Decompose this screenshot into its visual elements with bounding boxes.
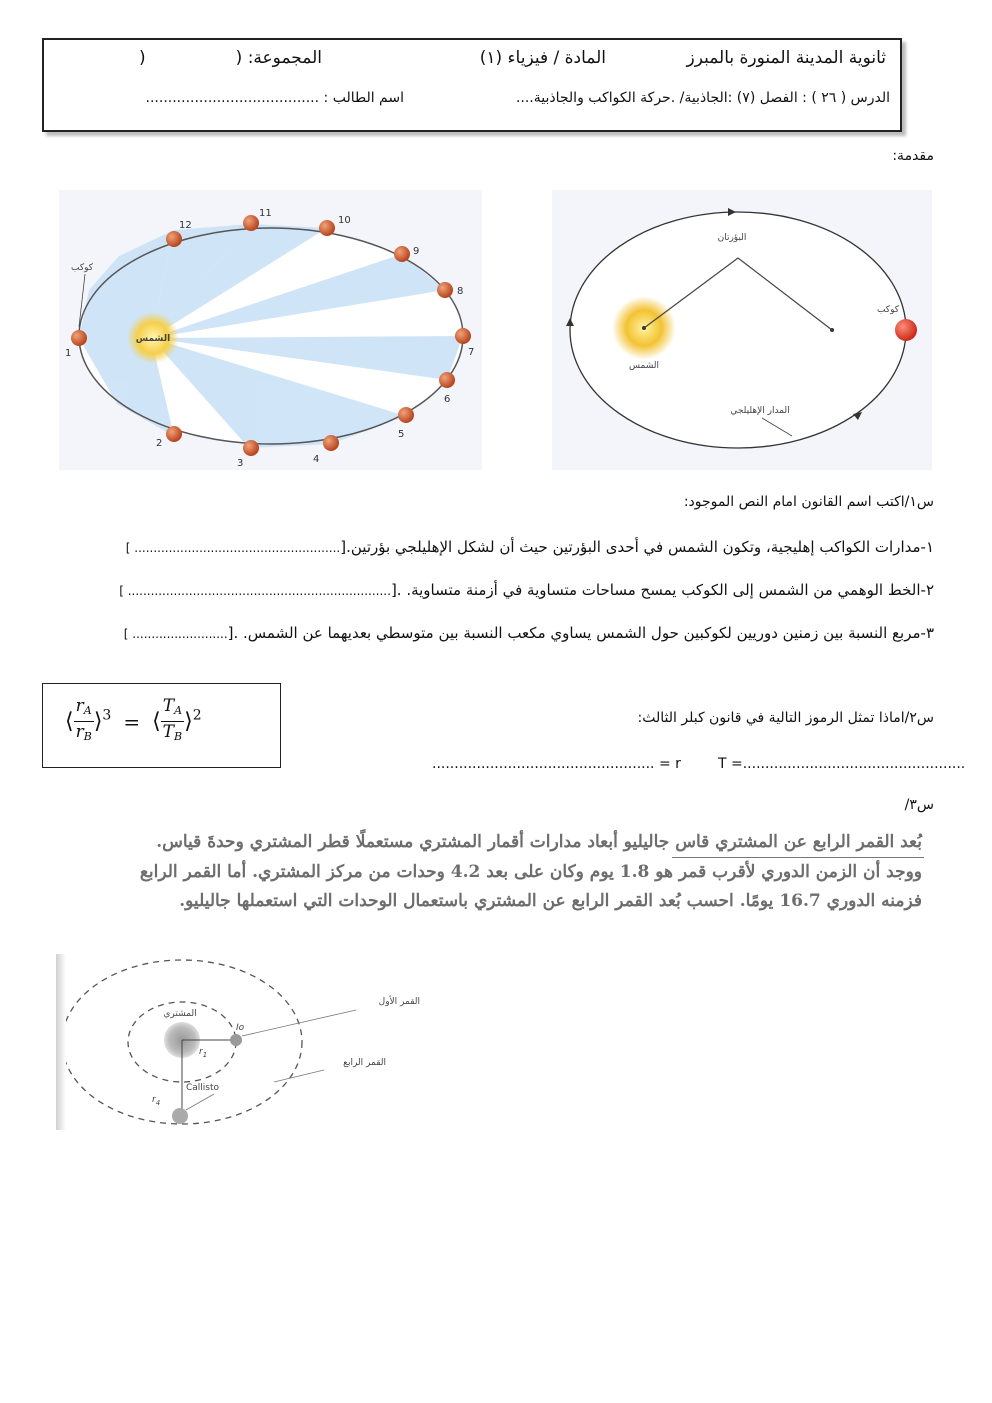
group-label: المجموعة: (: [235, 48, 322, 68]
q1-item-1: [126, 538, 934, 556]
svg-text:3: 3: [237, 458, 244, 469]
planet-position-12: [166, 231, 182, 247]
svg-text:7: 7: [468, 347, 475, 358]
intro-label: مقدمة:: [892, 148, 934, 164]
svg-text:1: 1: [65, 348, 72, 359]
q1-item-3: [124, 624, 934, 642]
orbit-label: المدار الإهليلجي: [730, 406, 790, 416]
jupiter-moons-svg: [56, 954, 436, 1130]
foci-label: البؤرتان: [717, 233, 747, 243]
planet-position-8: [437, 282, 453, 298]
r4-label: $r_4$: [152, 1095, 161, 1107]
planet-position-1: [71, 330, 87, 346]
svg-text:6: 6: [444, 394, 451, 405]
svg-text:2: 2: [156, 438, 163, 449]
q1-item-3-blank[interactable]: ......................... ]: [123, 627, 228, 641]
period-ratio: $\frac{T_A}{T_B}$: [162, 696, 183, 743]
header-box: [42, 38, 902, 132]
planet-position-11: [243, 215, 259, 231]
school-name: ثانوية المدينة المنورة بالمبرز: [686, 48, 886, 68]
planet-position-2: [166, 426, 182, 442]
planet-position-7: [455, 328, 471, 344]
q1-item-2-blank[interactable]: ..................................................................... ]: [119, 584, 391, 598]
t-symbol-line[interactable]: T =..................................................: [718, 756, 966, 772]
radius-ratio: $\frac{r_A}{r_B}$: [75, 696, 92, 743]
r1-label: $r_1$: [199, 1047, 208, 1059]
planet-shape-right: [895, 319, 917, 341]
ellipse-orbit-figure: [552, 190, 932, 470]
svg-text:5: 5: [398, 429, 405, 440]
q1-title: س١/اكتب اسم القانون امام النص الموجود:: [683, 494, 934, 510]
planet-position-5: [398, 407, 414, 423]
io-shape: [230, 1034, 242, 1046]
q3-underline: [672, 857, 924, 858]
jupiter-label: المشتري: [163, 1009, 197, 1019]
callisto-label: Callisto: [186, 1083, 220, 1093]
jupiter-moons-figure: [56, 954, 436, 1130]
r-symbol-line[interactable]: r = ..................................................: [432, 756, 681, 772]
q3-line-3: فزمنه الدوري 16.7 يومًا. احسب بُعد القمر الرابع عن المشتري باستعمال الوحدات التي استعملها جاليليو.: [179, 891, 922, 911]
equal-areas-figure: [59, 190, 482, 470]
group-close: ): [139, 48, 146, 68]
planet-position-4: [323, 435, 339, 451]
equal-areas-svg: [59, 190, 482, 470]
planet-position-9: [394, 246, 410, 262]
planet-label-left: كوكب: [71, 263, 94, 273]
q1-item-2-text: ٢-الخط الوهمي من الشمس إلى الكوكب يمسح مساحات متساوية في أزمنة متساوية. .[: [390, 581, 934, 599]
q1-item-1-text: ١-مدارات الكواكب إهليجية، وتكون الشمس في أحدى البؤرتين حيث أن لشكل الإهليلجي بؤرتين.[: [340, 538, 934, 556]
student-name-field[interactable]: اسم الطالب : .......................................: [145, 90, 404, 106]
lesson-title: الدرس ( ٢٦ ) : الفصل (٧) :الجاذبية/ .حركة الكواكب والجاذبية....: [515, 90, 890, 106]
q1-item-1-blank[interactable]: ...................................................... ]: [125, 541, 341, 555]
formula-content: ⟨ $\frac{r_A}{r_B}$ ⟩$^3$ = ⟨ $\frac{T_A}{T_B}$ ⟩$^2$: [65, 696, 202, 747]
q1-item-2: [119, 581, 934, 599]
q2-title: س٢/اماذا تمثل الرموز التالية في قانون كبلر الثالث:: [637, 710, 934, 726]
svg-text:11: 11: [259, 208, 272, 219]
callisto-shape: [172, 1108, 188, 1124]
q3-line-1: بُعد القمر الرابع عن المشتري قاس جاليليو أبعاد مدارات أقمار المشتري مستعملًا قطر المشتري وحدةَ قياس.: [156, 832, 922, 852]
q3-title: س٣/: [904, 797, 934, 813]
svg-text:10: 10: [338, 215, 351, 226]
planet-position-6: [439, 372, 455, 388]
sun-label: الشمس: [135, 334, 171, 344]
planet-position-3: [243, 440, 259, 456]
ellipse-orbit-svg: [552, 190, 932, 470]
svg-text:4: 4: [313, 454, 320, 465]
io-label: Io: [236, 1023, 245, 1033]
planet-position-10: [319, 220, 335, 236]
subject: المادة / فيزياء (١): [479, 48, 606, 68]
sun-label-right: الشمس: [629, 361, 659, 371]
svg-text:9: 9: [413, 246, 420, 257]
planet-label-right: كوكب: [876, 305, 900, 315]
kepler-third-law-formula: [42, 683, 281, 768]
svg-text:12: 12: [179, 220, 192, 231]
q3-line-2: ووجد أن الزمن الدوري لأقرب قمر هو 1.8 يوم وكان على بعد 4.2 وحدات من مركز المشتري. أما القمر الرابع: [139, 862, 922, 882]
fourth-moon-label: القمر الرابع: [343, 1058, 386, 1068]
svg-text:8: 8: [457, 286, 464, 297]
q1-item-3-text: ٣-مربع النسبة بين زمنين دوريين لكوكبين حول الشمس يساوي مكعب النسبة بين متوسطي بعديهما عن الشمس. .[: [227, 624, 934, 642]
first-moon-label: القمر الأول: [378, 997, 420, 1007]
